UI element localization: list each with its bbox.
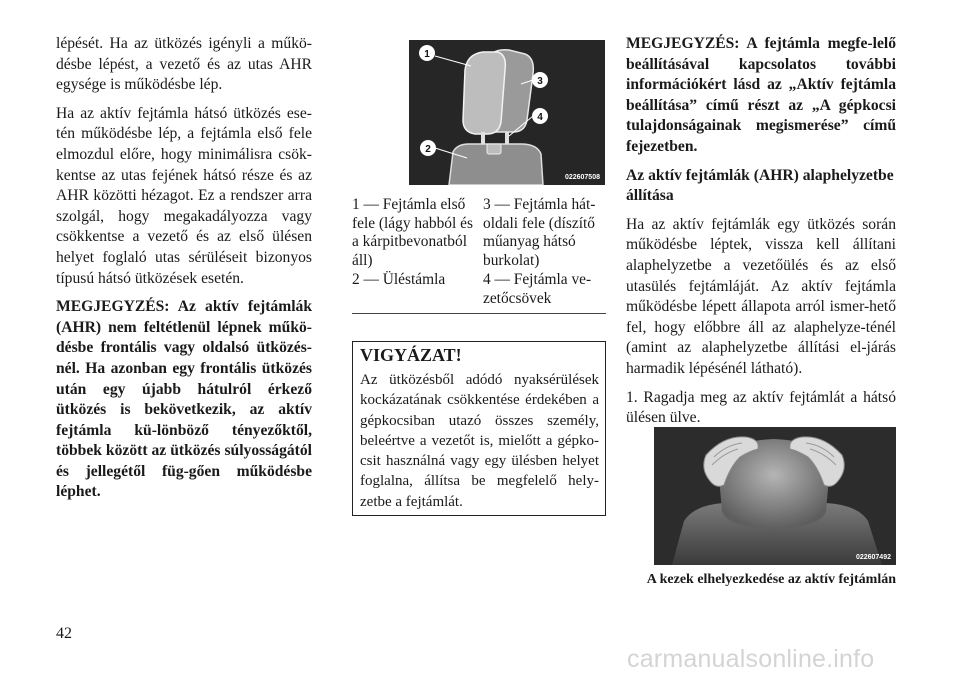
svg-text:2: 2 [425,144,431,155]
svg-text:4: 4 [537,112,543,123]
callout-2 [420,140,436,156]
note-paragraph: MEGJEGYZÉS: A fejtámla megfe-lelő beállításával kapcsolatos további információkért lásd az „Aktív fejtámla beállítása” című részt az „A gépkocsi tulajdonságainak megismerése” című fejezetben. [626,35,896,155]
step-paragraph: 1. Ragadja meg az aktív fejtámlát a hátsó ülésen ülve. [626,388,896,427]
figure-caption: A kezek elhelyezkedése az aktív fejtámlán [646,572,896,587]
section-heading: Az aktív fejtámlák (AHR) alaphelyzetbe állítása [626,166,894,205]
hands-on-headrest-image [654,427,896,565]
note-paragraph: MEGJEGYZÉS: Az aktív fejtámlák (AHR) nem feltétlenül lépnek műkö-désbe frontális vagy oldalsó ütközés-nél. Ha azonban egy frontális ütközés után egy újabb hátulról érkező ütközés is bekövetkezik, az aktív fejtámla kü-lönböző tényezőktől, többek között az ütközés súlyosságától és jellegétől füg-gően működésbe léphet. [56,298,312,501]
figure-code: 022607492 [855,554,891,561]
paragraph: lépését. Ha az ütközés igényli a műkö-désbe lépést, a vezető és az utas AHR egysége is működésbe lép. [56,35,312,94]
right-column [626,34,896,437]
svg-text:1: 1 [424,49,430,60]
hands-illustration [654,427,896,565]
caption-item: 1 — Fejtámla első fele (lágy habból és a kárpitbevonatból áll) [352,196,473,269]
caption-item: 3 — Fejtámla hát-oldali fele (díszítő műanyag hátsó burkolat) [483,196,596,269]
figure-code: 022607508 [564,174,600,181]
callout-3 [532,72,548,88]
caption-item: 4 — Fejtámla ve-zetőcsövek [483,271,592,307]
warning-text: Az ütközésből adódó nyaksérülések kockázatának csökkentése érdekében a gépkocsiban utazó összes személy, beleértve a vezetőt is, mielőtt a gépko-csit használná vagy egy ülésben helyet foglalna, állítsa be megfelelő hely-zetbe a fejtámlát. [360,372,599,510]
callout-1 [419,45,435,61]
page-number: 42 [56,625,72,642]
caption-item: 2 — Üléstámla [352,271,446,288]
watermark: carmanualsonline.info [627,645,875,673]
left-column [56,34,312,511]
svg-text:3: 3 [537,76,543,87]
paragraph: Ha az aktív fejtámla hátsó ütközés ese-tén működésbe lép, a fejtámla első fele elmozdul előre, hogy minimálisra csök-kentse az utas fejének hátsó része és az AHR közötti hézagot. Ez a rendszer arra szolgál, hogy megakadályozza vagy csökkentse a vezető és az első ülésen helyet foglaló utas sérüléseit bizonyos típusú hátsó ütközések esetén. [56,104,312,287]
headrest-diagram [409,40,605,185]
paragraph: Ha az aktív fejtámlák egy ütközés során működésbe léptek, vissza kell állítani alaphelyzetbe a vezetőülés és az első utasülés fejtámláját. Az aktív fejtámla működésbe lépett állapota arról ismer-hető fel, hogy előbbre áll az alaphelyze-ténél (amint az alaphelyzetbe állítási el-járás harmadik lépésénél látható). [626,215,896,377]
warning-box [352,341,606,516]
divider [352,313,606,314]
warning-title: VIGYÁZAT! [360,345,462,365]
headrest-illustration [409,40,605,185]
callout-4 [532,108,548,124]
